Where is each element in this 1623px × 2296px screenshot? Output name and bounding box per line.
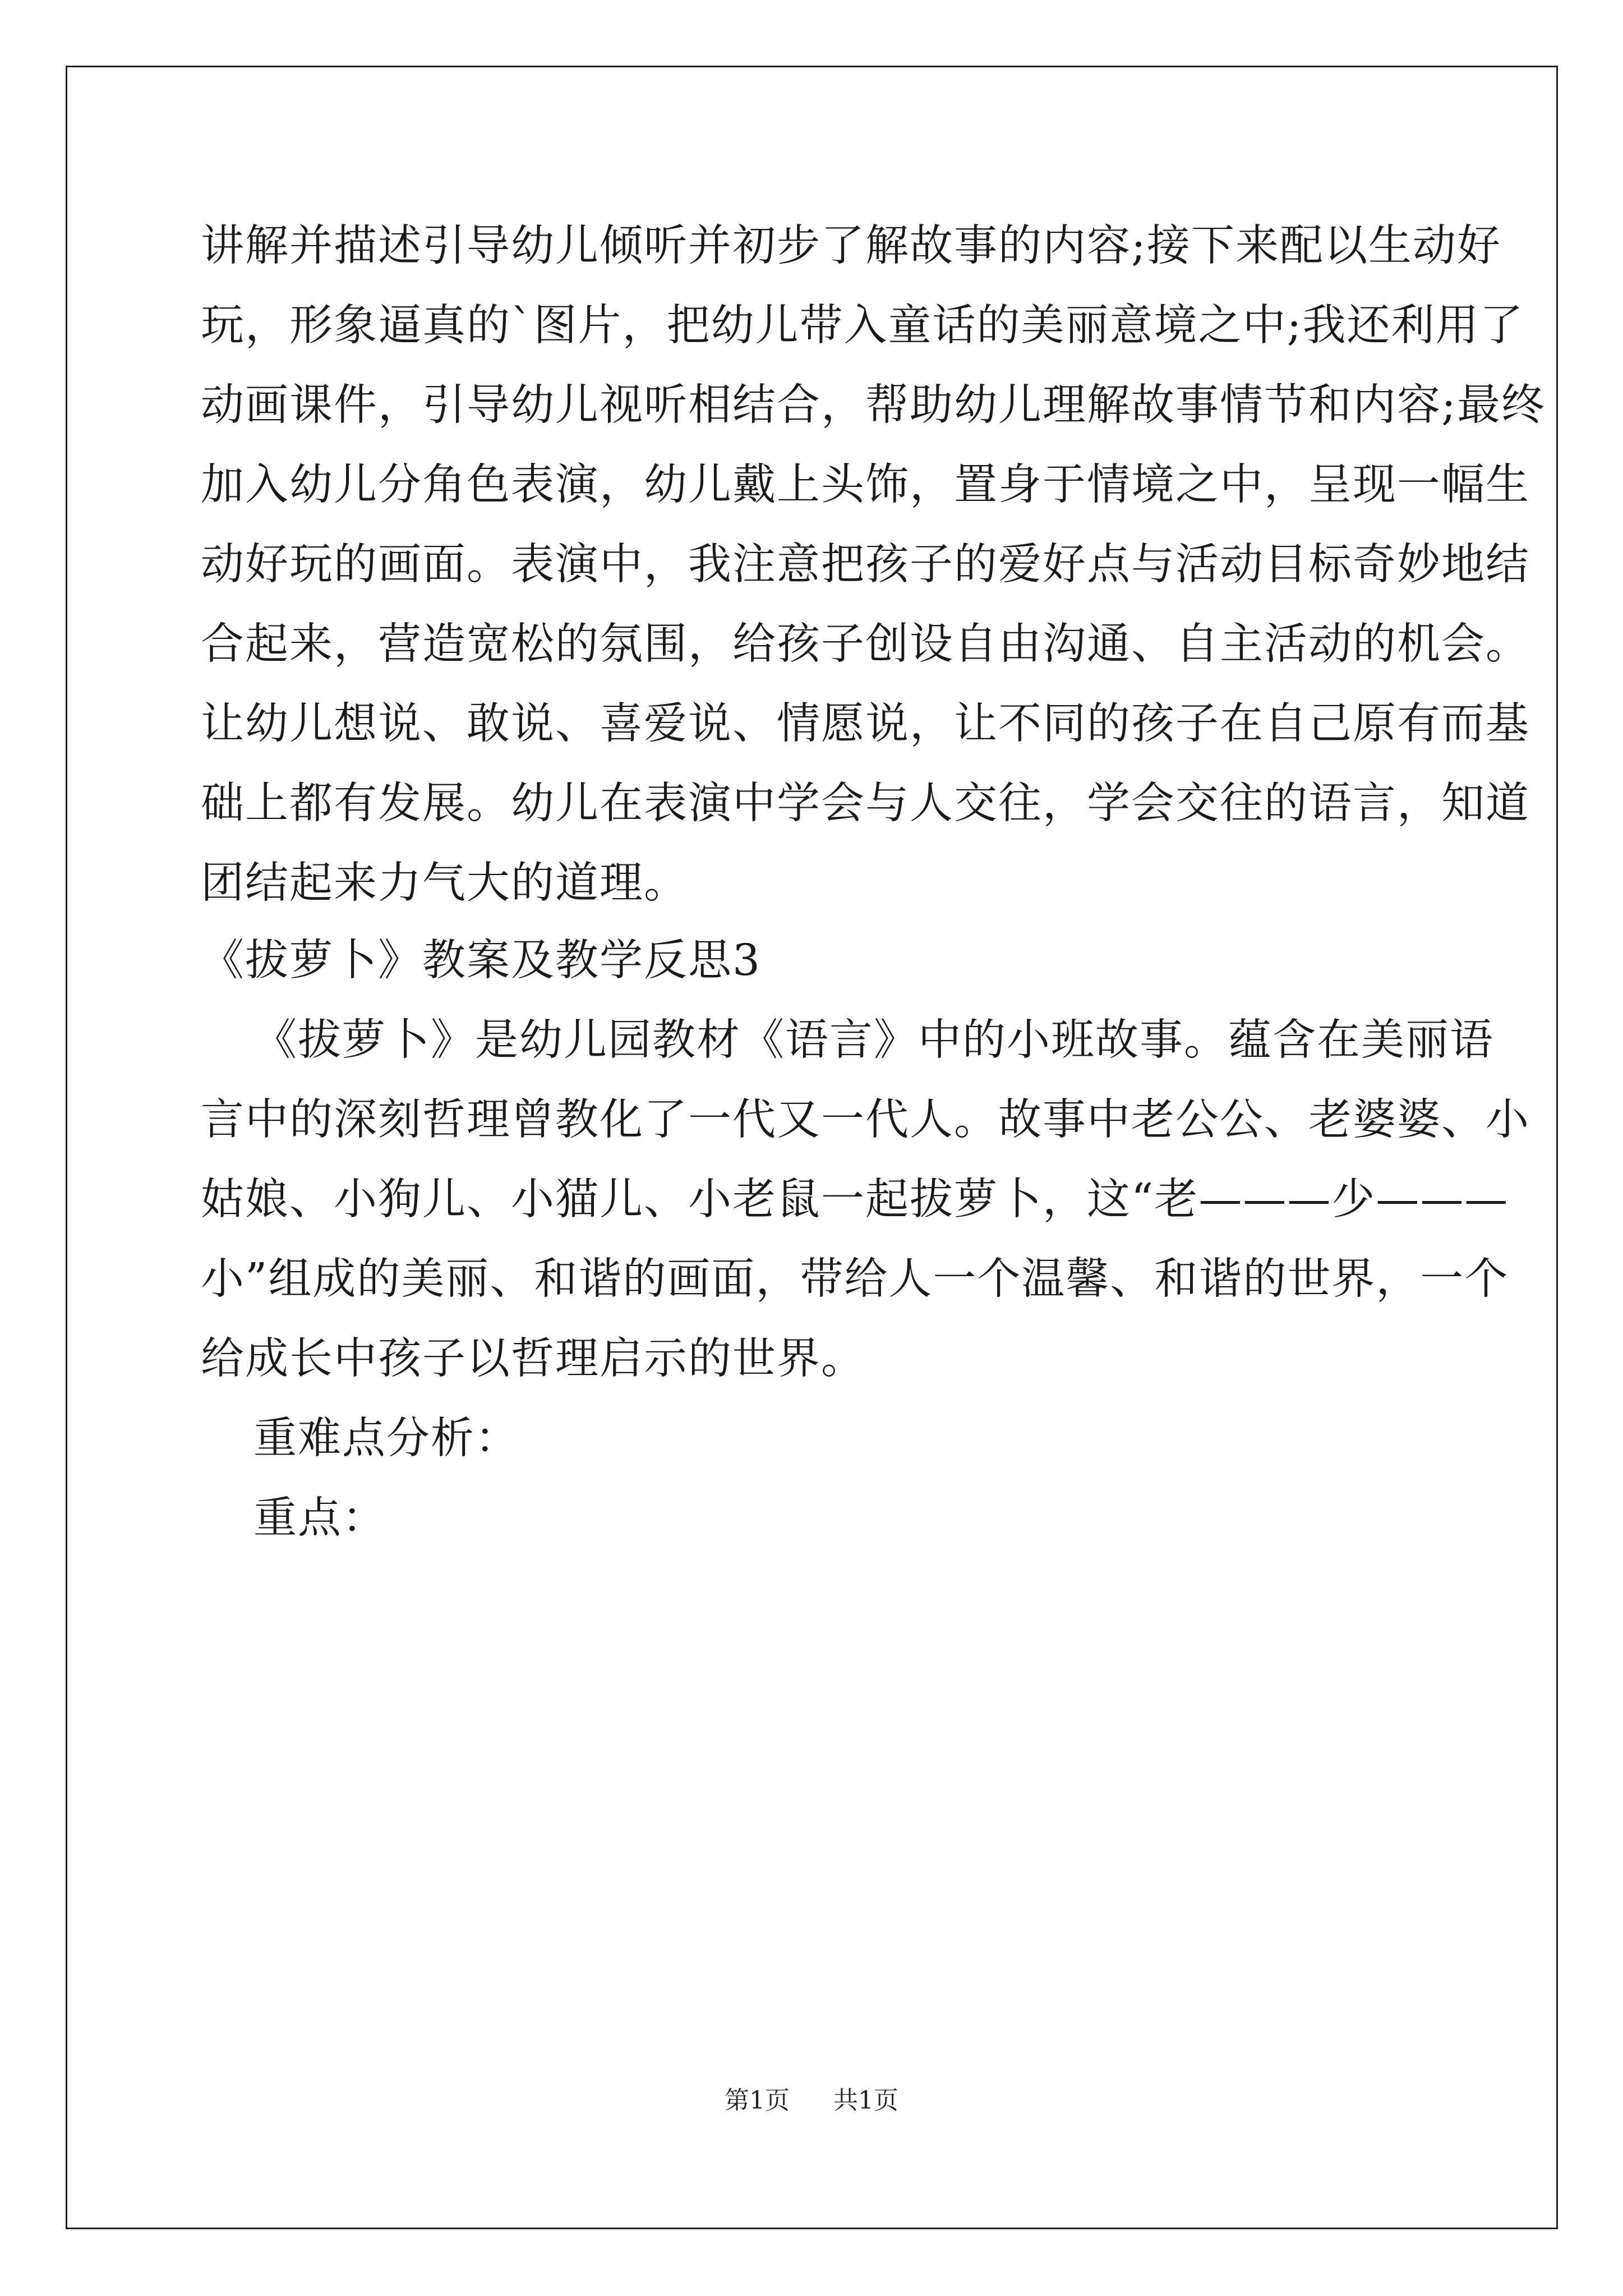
paragraph-line: 动画课件，引导幼儿视听相结合，帮助幼儿理解故事情节和内容;最终 <box>201 380 1546 430</box>
subheading-difficulty-analysis: 重难点分析： <box>253 1414 519 1464</box>
section-heading: 《拔萝卜》教案及教学反思3 <box>201 936 761 986</box>
subheading-key-points: 重点： <box>253 1493 386 1543</box>
paragraph-line: 合起来，营造宽松的氛围，给孩子创设自由沟通、自主活动的机会。 <box>201 619 1530 669</box>
paragraph-line: 让幼儿想说、敢说、喜爱说、情愿说，让不同的孩子在自己原有而基 <box>201 699 1530 749</box>
paragraph-line: 小”组成的美丽、和谐的画面，带给人一个温馨、和谐的世界，一个 <box>201 1254 1509 1304</box>
paragraph-line: 讲解并描述引导幼儿倾听并初步了解故事的内容;接下来配以生动好 <box>201 221 1501 271</box>
paragraph-line: 动好玩的画面。表演中，我注意把孩子的爱好点与活动目标奇妙地结 <box>201 540 1530 590</box>
page-footer <box>0 2084 1623 2118</box>
page-total: 共1页 <box>833 2086 898 2115</box>
page-number: 第1页 <box>725 2086 790 2115</box>
paragraph-line: 姑娘、小狗儿、小猫儿、小老鼠一起拔萝卜，这“老———少——— <box>201 1175 1509 1225</box>
paragraph-line: 玩，形象逼真的`图片，把幼儿带入童话的美丽意境之中;我还利用了 <box>201 301 1524 351</box>
paragraph-line: 给成长中孩子以哲理启示的世界。 <box>201 1334 865 1384</box>
paragraph-line: 团结起来力气大的道理。 <box>201 858 688 908</box>
paragraph-line: 《拔萝卜》是幼儿园教材《语言》中的小班故事。蕴含在美丽语 <box>253 1015 1494 1065</box>
paragraph-line: 加入幼儿分角色表演，幼儿戴上头饰，置身于情境之中，呈现一幅生 <box>201 460 1530 510</box>
paragraph-line: 础上都有发展。幼儿在表演中学会与人交往，学会交往的语言，知道 <box>201 779 1530 829</box>
paragraph-line: 言中的深刻哲理曾教化了一代又一代人。故事中老公公、老婆婆、小 <box>201 1095 1530 1145</box>
